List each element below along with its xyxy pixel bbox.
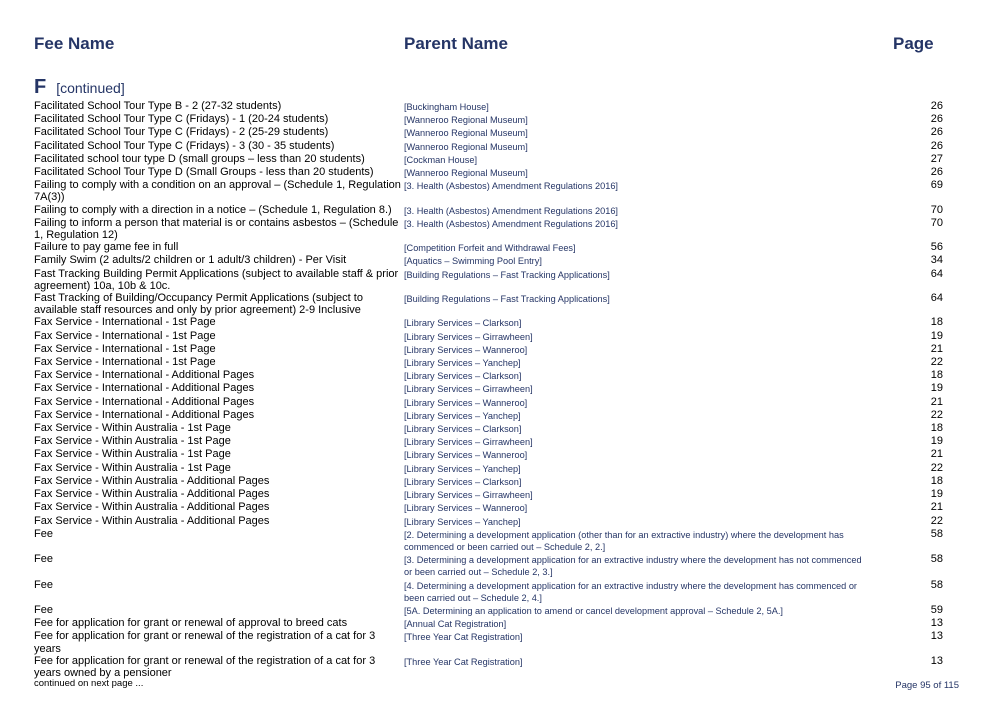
- parent-name-cell: [Wanneroo Regional Museum]: [404, 115, 528, 126]
- fee-name-cell: Facilitated School Tour Type C (Fridays) - 2 (25-29 students): [34, 126, 329, 139]
- page-cell: 22: [930, 514, 943, 527]
- fee-name-cell: Fax Service - Within Australia - Additional Pages: [34, 488, 270, 501]
- page-cell: 19: [930, 488, 943, 501]
- parent-name-cell: [3. Determining a development application for an extractive industry where the development has not commenced or been carried out – Schedule 2, 3.]: [404, 555, 862, 578]
- fee-name-cell: Fax Service - Within Australia - Additional Pages: [34, 514, 270, 527]
- fee-name-cell: Failure to pay game fee in full: [34, 241, 179, 254]
- table-row: [34, 179, 960, 203]
- table-row: [34, 100, 960, 113]
- table-row: [34, 448, 960, 461]
- page-cell: 69: [930, 179, 943, 192]
- parent-name-cell: [3. Health (Asbestos) Amendment Regulations 2016]: [404, 181, 618, 192]
- fee-name-cell: Failing to comply with a condition on an approval – (Schedule 1, Regulation 7A(3)): [34, 179, 401, 204]
- parent-name-cell: [5A. Determining an application to amend or cancel development approval – Schedule 2, 5A.]: [404, 605, 783, 616]
- table-row: [34, 579, 960, 604]
- table-row: [34, 435, 960, 448]
- parent-name-cell: [Cockman House]: [404, 154, 478, 165]
- table-row: [34, 604, 960, 617]
- fee-name-cell: Fax Service - International - 1st Page: [34, 356, 216, 369]
- parent-name-cell: [Library Services – Clarkson]: [404, 371, 522, 382]
- table-row: [34, 292, 960, 316]
- page-cell: 21: [930, 395, 943, 408]
- page-cell: 18: [930, 422, 943, 435]
- fee-name-cell: Facilitated School Tour Type D (Small Groups - less than 20 students): [34, 166, 374, 179]
- fee-table: [34, 100, 960, 679]
- page-cell: 19: [930, 435, 943, 448]
- table-row: [34, 475, 960, 488]
- page-cell: 21: [930, 342, 943, 355]
- fee-name-cell: Fax Service - International - 1st Page: [34, 342, 216, 355]
- table-row: [34, 126, 960, 139]
- page-cell: 22: [930, 408, 943, 421]
- parent-name-cell: [Competition Forfeit and Withdrawal Fees]: [404, 243, 576, 254]
- table-row: [34, 528, 960, 553]
- parent-name-cell: [Library Services – Yanchep]: [404, 516, 521, 527]
- page-cell: 26: [930, 126, 943, 139]
- table-row: [34, 422, 960, 435]
- page-cell: 26: [930, 113, 943, 126]
- parent-name-cell: [Aquatics – Swimming Pool Entry]: [404, 256, 542, 267]
- parent-name-cell: [Wanneroo Regional Museum]: [404, 168, 528, 179]
- page-cell: 18: [930, 316, 943, 329]
- fee-name-cell: Facilitated school tour type D (small groups – less than 20 students): [34, 152, 365, 165]
- page-cell: 58: [930, 553, 943, 566]
- parent-name-cell: [Building Regulations – Fast Tracking Applications]: [404, 294, 610, 305]
- parent-name-cell: [4. Determining a development application for an extractive industry where the development has commenced or been carried out – Schedule 2, 4.]: [404, 580, 857, 603]
- fee-name-cell: Fee: [34, 578, 53, 591]
- parent-name-cell: [Library Services – Clarkson]: [404, 476, 522, 487]
- page-cell: 27: [930, 152, 943, 165]
- parent-name-cell: [Library Services – Yanchep]: [404, 358, 521, 369]
- fee-name-cell: Fax Service - International - 1st Page: [34, 329, 216, 342]
- table-row: [34, 356, 960, 369]
- column-header-fee-name: Fee Name: [34, 34, 115, 53]
- table-row: [34, 655, 960, 679]
- table-row: [34, 515, 960, 528]
- parent-name-cell: [Library Services – Yanchep]: [404, 463, 521, 474]
- column-header-page: Page: [893, 34, 934, 53]
- parent-name-cell: [Library Services – Clarkson]: [404, 318, 522, 329]
- table-row: [34, 217, 960, 241]
- parent-name-cell: [Library Services – Girrawheen]: [404, 490, 533, 501]
- fee-name-cell: Fast Tracking Building Permit Applications (subject to available staff & prior agreement) 10a, 10b & 10c.: [34, 267, 399, 292]
- table-row: [34, 268, 960, 292]
- table-row: [34, 153, 960, 166]
- table-row: [34, 113, 960, 126]
- parent-name-cell: [Library Services – Yanchep]: [404, 410, 521, 421]
- page-cell: 19: [930, 382, 943, 395]
- page-cell: 26: [930, 166, 943, 179]
- parent-name-cell: [2. Determining a development application (other than for an extractive industry) where the development has commenced or been carried out – Schedule 2, 2.]: [404, 529, 844, 552]
- page-cell: 19: [930, 329, 943, 342]
- fee-name-cell: Facilitated School Tour Type C (Fridays) - 3 (30 - 35 students): [34, 139, 335, 152]
- parent-name-cell: [Library Services – Girrawheen]: [404, 331, 533, 342]
- fee-name-cell: Fast Tracking of Building/Occupancy Permit Applications (subject to available staff resources and only by prior agreement) 2-9 Inclusive: [34, 292, 363, 317]
- section-letter: F: [34, 76, 47, 98]
- table-row: [34, 316, 960, 329]
- fee-name-cell: Failing to inform a person that material is or contains asbestos – (Schedule 1, Regulation 12): [34, 216, 399, 242]
- page-cell: 21: [930, 501, 943, 514]
- parent-name-cell: [Wanneroo Regional Museum]: [404, 128, 528, 139]
- fee-name-cell: Fee: [34, 553, 53, 566]
- page-cell: 70: [930, 216, 943, 229]
- page-cell: 22: [930, 356, 943, 369]
- table-row: [34, 343, 960, 356]
- page-cell: 59: [930, 603, 943, 616]
- fee-name-cell: Fax Service - Within Australia - 1st Page: [34, 448, 231, 461]
- parent-name-cell: [Library Services – Girrawheen]: [404, 384, 533, 395]
- parent-name-cell: [Library Services – Wanneroo]: [404, 344, 528, 355]
- page-cell: 18: [930, 474, 943, 487]
- fee-name-cell: Fax Service - International - Additional Pages: [34, 369, 255, 382]
- table-row: [34, 409, 960, 422]
- fee-name-cell: Fee for application for grant or renewal of the registration of a cat for 3 years: [34, 630, 376, 655]
- section-continued: [continued]: [56, 80, 125, 96]
- fee-name-cell: Fax Service - Within Australia - 1st Page: [34, 422, 231, 435]
- fee-name-cell: Facilitated School Tour Type C (Fridays) - 1 (20-24 students): [34, 113, 329, 126]
- column-header-parent-name: Parent Name: [404, 34, 508, 53]
- table-row: [34, 617, 960, 630]
- table-row: [34, 241, 960, 254]
- page-cell: 58: [930, 527, 943, 540]
- page-cell: 26: [930, 139, 943, 152]
- fee-name-cell: Fee: [34, 603, 53, 616]
- parent-name-cell: [Annual Cat Registration]: [404, 619, 507, 630]
- parent-name-cell: [Library Services – Wanneroo]: [404, 397, 528, 408]
- fee-name-cell: Facilitated School Tour Type B - 2 (27-32 students): [34, 100, 282, 112]
- page-cell: 56: [930, 241, 943, 254]
- footer-page-info: Page 95 of 115: [895, 680, 959, 691]
- table-row: [34, 501, 960, 514]
- table-row: [34, 630, 960, 654]
- fee-name-cell: Fax Service - Within Australia - 1st Page: [34, 461, 231, 474]
- table-row: [34, 369, 960, 382]
- table-row: [34, 140, 960, 153]
- fee-name-cell: Fax Service - Within Australia - Additional Pages: [34, 501, 270, 514]
- table-row: [34, 488, 960, 501]
- page-cell: 21: [930, 448, 943, 461]
- page-cell: 26: [930, 100, 943, 112]
- parent-name-cell: [Library Services – Wanneroo]: [404, 450, 528, 461]
- fee-name-cell: Fax Service - International - Additional Pages: [34, 408, 255, 421]
- page-cell: 58: [930, 578, 943, 591]
- table-row: [34, 254, 960, 267]
- parent-name-cell: [Three Year Cat Registration]: [404, 632, 523, 643]
- table-row: [34, 330, 960, 343]
- fee-name-cell: Fee for application for grant or renewal of the registration of a cat for 3 years owned by a pensioner: [34, 654, 376, 679]
- table-row: [34, 553, 960, 578]
- parent-name-cell: [3. Health (Asbestos) Amendment Regulations 2016]: [404, 218, 618, 229]
- table-row: [34, 204, 960, 217]
- fee-name-cell: Fee for application for grant or renewal of approval to breed cats: [34, 617, 348, 630]
- footer-continued: continued on next page ...: [34, 678, 144, 689]
- parent-name-cell: [Library Services – Girrawheen]: [404, 437, 533, 448]
- fee-name-cell: Fax Service - Within Australia - Additional Pages: [34, 474, 270, 487]
- fee-name-cell: Family Swim (2 adults/2 children or 1 adult/3 children) - Per Visit: [34, 254, 347, 267]
- fee-name-cell: Fax Service - International - Additional Pages: [34, 395, 255, 408]
- fee-name-cell: Fee: [34, 527, 53, 540]
- page-cell: 70: [930, 203, 943, 216]
- parent-name-cell: [Buckingham House]: [404, 102, 489, 112]
- parent-name-cell: [Library Services – Clarkson]: [404, 424, 522, 435]
- parent-name-cell: [3. Health (Asbestos) Amendment Regulations 2016]: [404, 205, 618, 216]
- page-cell: 13: [930, 630, 943, 643]
- fee-name-cell: Fax Service - International - Additional Pages: [34, 382, 255, 395]
- parent-name-cell: [Wanneroo Regional Museum]: [404, 141, 528, 152]
- page-cell: 22: [930, 461, 943, 474]
- page-cell: 13: [930, 617, 943, 630]
- table-row: [34, 462, 960, 475]
- parent-name-cell: [Three Year Cat Registration]: [404, 656, 523, 667]
- parent-name-cell: [Building Regulations – Fast Tracking Applications]: [404, 269, 610, 280]
- page-cell: 34: [930, 254, 943, 267]
- table-row: [34, 396, 960, 409]
- page-cell: 64: [930, 292, 943, 305]
- parent-name-cell: [Library Services – Wanneroo]: [404, 503, 528, 514]
- table-row: [34, 382, 960, 395]
- fee-name-cell: Fax Service - International - 1st Page: [34, 316, 216, 329]
- page-cell: 64: [930, 267, 943, 280]
- page-cell: 13: [930, 654, 943, 667]
- table-row: [34, 166, 960, 179]
- fee-name-cell: Failing to comply with a direction in a notice – (Schedule 1, Regulation 8.): [34, 203, 392, 216]
- section-heading: [34, 76, 125, 99]
- fee-name-cell: Fax Service - Within Australia - 1st Page: [34, 435, 231, 448]
- page-cell: 18: [930, 369, 943, 382]
